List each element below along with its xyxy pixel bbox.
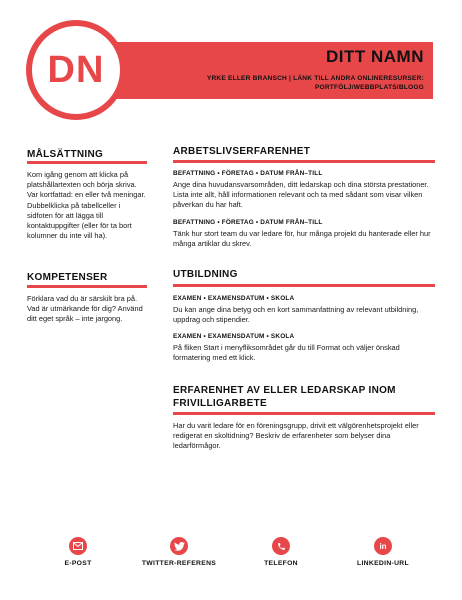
- contact-phone-label: TELEFON: [264, 560, 298, 567]
- contact-twitter[interactable]: [134, 537, 224, 567]
- contact-email-label: E-POST: [64, 560, 92, 567]
- objective-rule: [27, 161, 147, 164]
- job-2-text[interactable]: Tänk hur stort team du var ledare för, hur många projekt du hanterade eller hur många artiklar du skrev.: [173, 229, 431, 249]
- volunteer-heading[interactable]: ERFARENHET AV ELLER LEDARSKAP INOM FRIVILLIGARBETE: [173, 385, 396, 409]
- job-2-title[interactable]: BEFATTNING • FÖRETAG • DATUM FRÅN–TILL: [173, 219, 323, 226]
- experience-heading[interactable]: ARBETSLIVSERFARENHET: [173, 146, 311, 157]
- objective-text[interactable]: Kom igång genom att klicka på platshållartexten och börja skriva. Var kortfattad: en eller två meningar. Dubbelklicka på tabellceller i sidfoten för att lägga till kontaktuppgifter (eller för ta bort kolumner du inte vill ha).: [27, 170, 146, 241]
- subline-1: YRKE ELLER BRANSCH | LÄNK TILL ANDRA ONLINERESURSER:: [206, 75, 424, 82]
- job-1-text[interactable]: Ange dina huvudansvarsområden, ditt ledarskap och dina största prestationer. Lista inte allt, håll informationen relevant och ta med sådant som visar vilken påverkan du har haft.: [173, 180, 429, 210]
- skills-rule: [27, 285, 147, 288]
- contact-phone[interactable]: [236, 537, 326, 567]
- education-2-text[interactable]: På fliken Start i menyfliksområdet går du till Format och väljer önskad formatering med ett klick.: [173, 343, 400, 363]
- education-1-text[interactable]: Du kan ange dina betyg och en kort sammanfattning av relevant utbildning, uppdrag och stipendier.: [173, 305, 419, 325]
- contact-twitter-label: TWITTER-REFERENS: [141, 560, 217, 567]
- monogram-circle: [26, 20, 126, 120]
- contact-linkedin-label: LINKEDIN-URL: [357, 560, 409, 567]
- education-1-title[interactable]: EXAMEN • EXAMENSDATUM • SKOLA: [173, 295, 295, 302]
- initials[interactable]: DN: [47, 48, 105, 91]
- subline-2: PORTFÖLJ/WEBBPLATS/BLOGG: [314, 84, 424, 91]
- skills-heading[interactable]: KOMPETENSER: [27, 272, 108, 283]
- twitter-icon: [170, 537, 188, 555]
- contact-email[interactable]: [33, 537, 123, 567]
- education-rule: [173, 284, 435, 287]
- contact-linkedin[interactable]: [338, 537, 428, 567]
- job-1-title[interactable]: BEFATTNING • FÖRETAG • DATUM FRÅN–TILL: [173, 170, 323, 177]
- linkedin-icon: in: [374, 537, 392, 555]
- volunteer-rule: [173, 412, 435, 415]
- experience-rule: [173, 160, 435, 163]
- volunteer-text[interactable]: Har du varit ledare för en föreningsgrupp, drivit ett välgörenhetsprojekt eller redigerat en skoltidning? Beskriv de erfarenheter som belyser dina ledarförmågor.: [173, 421, 419, 451]
- full-name[interactable]: DITT NAMN: [326, 47, 424, 66]
- objective-heading[interactable]: MÅLSÄTTNING: [27, 149, 104, 160]
- skills-text[interactable]: Förklara vad du är särskilt bra på. Vad är utmärkande för dig? Använd ditt eget språk – inte jargong.: [27, 294, 143, 324]
- education-heading[interactable]: UTBILDNING: [173, 269, 238, 280]
- email-icon: [69, 537, 87, 555]
- education-2-title[interactable]: EXAMEN • EXAMENSDATUM • SKOLA: [173, 333, 295, 340]
- header-subline[interactable]: [164, 74, 424, 92]
- phone-icon: [272, 537, 290, 555]
